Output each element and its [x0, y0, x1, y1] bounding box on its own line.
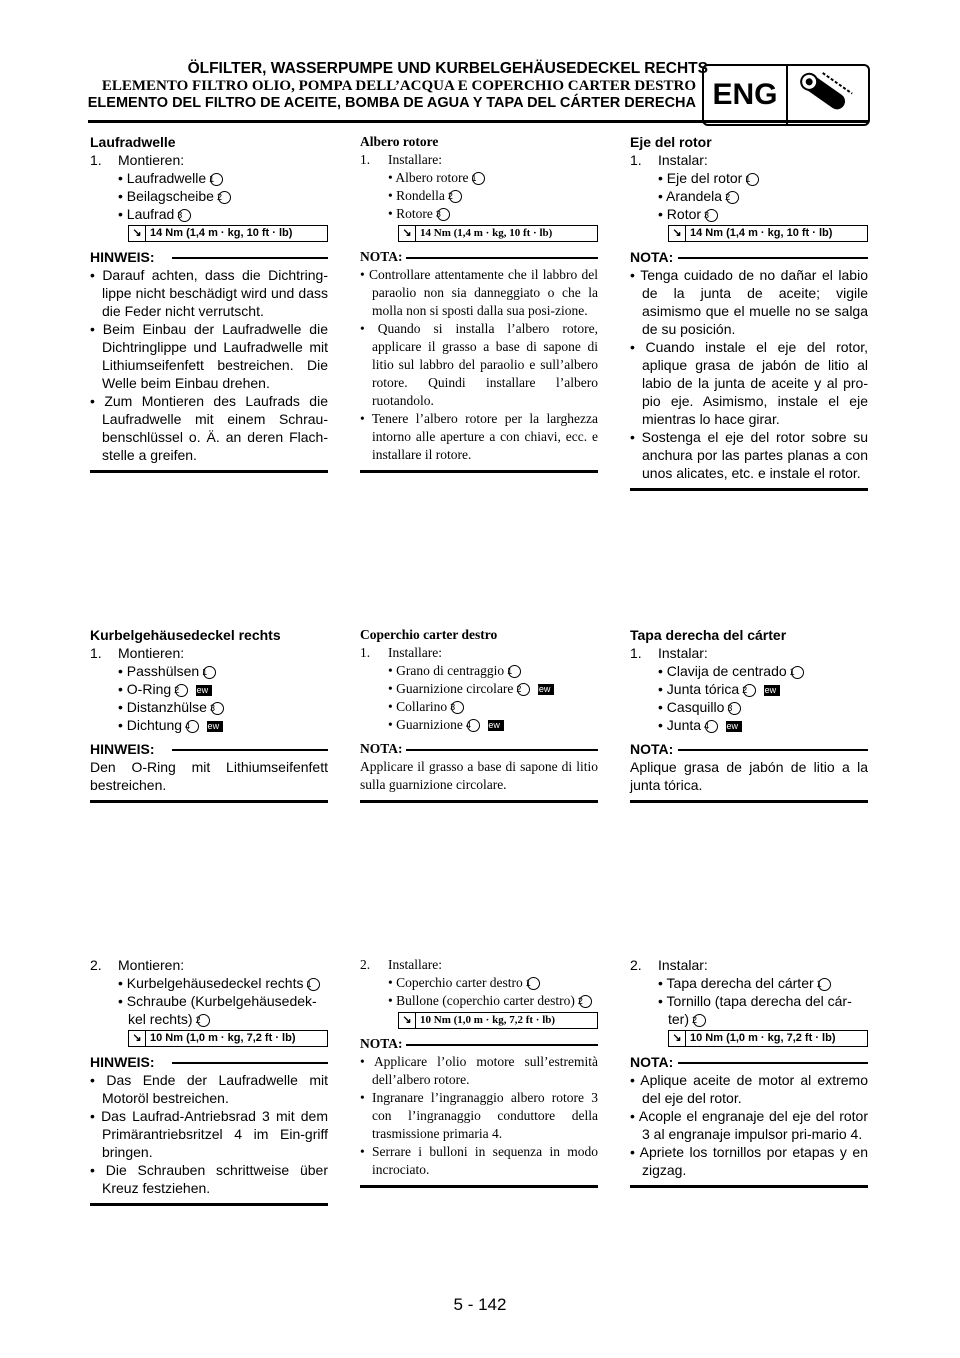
lang-badge: ENG: [704, 66, 788, 124]
list-item: • Junta tórica 2 New: [630, 680, 868, 698]
section-de-3: [90, 956, 328, 1206]
list-item: • Distanzhülse 3: [90, 698, 328, 716]
note-item: • Zum Montieren des Laufrads die Laufradwelle mit einem Schrau-benschlüssel o. Ä. an deren Flach-stelle a greifen.: [90, 392, 328, 464]
note-item: • Controllare attentamente che il labbro del paraolio non sia danneggiato o che la molla non si sposti dalla sua posi-zione.: [360, 266, 598, 320]
wrench-icon: ↘: [399, 226, 416, 241]
list-item: • Junta 4 New: [630, 716, 868, 734]
section-it-3: [360, 956, 598, 1188]
list-item: • Rondella 2: [360, 187, 598, 205]
callout-number: 1: [527, 977, 540, 990]
section-title: Laufradwelle: [90, 134, 176, 150]
list-item: • Laufrad 3: [90, 205, 328, 223]
note-heading: NOTA:: [630, 740, 868, 758]
callout-number: 3: [437, 208, 450, 221]
note-item: • Serrare i bulloni in sequenza in modo incrociato.: [360, 1143, 598, 1179]
list-item: • Eje del rotor 1: [630, 169, 868, 187]
list-item: • Dichtung 4 New: [90, 716, 328, 734]
wrench-icon: ↘: [129, 226, 146, 241]
note-item: • Ingranare l’ingranaggio albero rotore 3 con l’ingranaggio conduttore della trasmissione primaria 4.: [360, 1089, 598, 1143]
wrench-icon: ↘: [129, 1031, 146, 1046]
new-badge: New: [196, 685, 212, 696]
callout-number: 1: [791, 666, 804, 679]
divider: [360, 470, 598, 473]
callout-number: 3: [705, 209, 718, 222]
callout-number: 1: [746, 173, 759, 186]
note-heading: NOTA:: [360, 248, 598, 266]
new-badge: New: [538, 684, 554, 695]
section-badge: [702, 64, 870, 126]
note-heading: NOTA:: [630, 1053, 868, 1071]
wrench-icon: ↘: [399, 1013, 416, 1028]
divider: [360, 1185, 598, 1188]
callout-number: 2: [175, 684, 188, 697]
callout-number: 2: [517, 683, 530, 696]
callout-number: 2: [218, 191, 231, 204]
note-text: Den O-Ring mit Lithiumseifenfett bestreichen.: [90, 759, 328, 793]
callout-number: 2: [579, 995, 592, 1008]
step: 1. Installare:: [360, 645, 442, 660]
callout-number: 3: [211, 702, 224, 715]
header-title-de: ÖLFILTER, WASSERPUMPE UND KURBELGEHÄUSEDECKEL RECHTS: [187, 60, 708, 77]
list-item: • Albero rotore 1: [360, 169, 598, 187]
callout-number: 4: [705, 720, 718, 733]
step: 2. Instalar:: [630, 957, 708, 973]
list-item: • Tapa derecha del cárter 1: [630, 974, 868, 992]
list-item: • Guarnizione circolare 2 New: [360, 680, 598, 698]
step: 1. Montieren:: [90, 645, 185, 661]
note-heading: NOTA:: [360, 740, 598, 758]
note-item: • Aplique aceite de motor al extremo del eje del rotor.: [630, 1071, 868, 1107]
step: 1. Instalar:: [630, 645, 708, 661]
list-item: • Beilagscheibe 2: [90, 187, 328, 205]
step: 2. Installare:: [360, 957, 442, 972]
section-es-2: [630, 626, 868, 803]
callout-number: 1: [210, 173, 223, 186]
callout-number: 1: [472, 172, 485, 185]
note-item: • Apriete los tornillos por etapas y en zigzag.: [630, 1143, 868, 1179]
section-title: Eje del rotor: [630, 134, 712, 150]
note-item: • Acople el engranaje del eje del rotor 3 al engranaje impulsor pri-mario 4.: [630, 1107, 868, 1143]
section-es-3: [630, 956, 868, 1188]
wrench-icon: ↘: [669, 1031, 686, 1046]
list-item: • Collarino 3: [360, 698, 598, 716]
list-item: • Kurbelgehäusedeckel rechts 1: [90, 974, 328, 992]
section-it-1: [360, 133, 598, 473]
list-item: • Passhülsen 1: [90, 662, 328, 680]
callout-number: 4: [186, 720, 199, 733]
divider: [630, 488, 868, 491]
list-item: • Laufradwelle 1: [90, 169, 328, 187]
torque-spec: ↘ 14 Nm (1,4 m · kg, 10 ft · lb): [128, 225, 328, 242]
section-it-2: [360, 626, 598, 803]
note-text: Applicare il grasso a base di sapone di litio sulla guarnizione circolare.: [360, 759, 598, 792]
note-item: • Sostenga el eje del rotor sobre su anchura por las partes planas a con unos alicates, etc. e instale el rotor.: [630, 428, 868, 482]
list-item: • O-Ring 2 New: [90, 680, 328, 698]
divider: [90, 1203, 328, 1206]
section-title: Kurbelgehäusedeckel rechts: [90, 627, 281, 643]
list-item: • Casquillo 3: [630, 698, 868, 716]
note-item: • Cuando instale el eje del rotor, aplique grasa de jabón de litio al labio de la junta de aceite y al pro-pio eje. Asimismo, instale el eje mientras lo hace girar.: [630, 338, 868, 428]
note-heading: NOTA:: [360, 1035, 598, 1053]
divider: [360, 800, 598, 803]
callout-number: 2: [726, 191, 739, 204]
note-item: • Tenere l’albero rotore per la larghezza intorno alle aperture a con chiavi, ecc. e installare il rotore.: [360, 410, 598, 464]
callout-number: 1: [307, 978, 320, 991]
divider: [630, 800, 868, 803]
list-item: • Grano di centraggio 1: [360, 662, 598, 680]
callout-number: 2: [693, 1014, 706, 1027]
note-heading: NOTA:: [630, 248, 868, 266]
new-badge: New: [764, 685, 780, 696]
section-es-1: [630, 133, 868, 491]
section-de-2: [90, 626, 328, 803]
list-item: • Schraube (Kurbelgehäusedek-kel rechts) 2: [90, 992, 328, 1028]
callout-number: 1: [508, 665, 521, 678]
torque-spec: ↘ 10 Nm (1,0 m · kg, 7,2 ft · lb): [128, 1030, 328, 1047]
wrench-icon: ↘: [669, 226, 686, 241]
list-item: • Tornillo (tapa derecha del cár-ter) 2: [630, 992, 868, 1028]
callout-number: 2: [743, 684, 756, 697]
note-item: • Die Schrauben schrittweise über Kreuz festziehen.: [90, 1161, 328, 1197]
list-item: • Clavija de centrado 1: [630, 662, 868, 680]
note-item: • Applicare l’olio motore sull’estremità dell’albero rotore.: [360, 1053, 598, 1089]
divider: [90, 470, 328, 473]
list-item: • Guarnizione 4 New: [360, 716, 598, 734]
note-item: • Das Laufrad-Antriebsrad 3 mit dem Primärantriebsritzel 4 im Ein-griff bringen.: [90, 1107, 328, 1161]
step: 1. Montieren:: [90, 152, 185, 168]
note-heading: HINWEIS:: [90, 740, 328, 758]
torque-spec: ↘ 10 Nm (1,0 m · kg, 7,2 ft · lb): [398, 1012, 598, 1029]
list-item: • Bullone (coperchio carter destro) 2: [360, 992, 598, 1010]
callout-number: 1: [818, 978, 831, 991]
note-text: Aplique grasa de jabón de litio a la junta tórica.: [630, 759, 868, 793]
note-item: • Darauf achten, dass die Dichtring-lippe nicht beschädigt wird und dass die Feder nicht verrutscht.: [90, 266, 328, 320]
note-item: • Tenga cuidado de no dañar el labio de la junta de aceite; vigile asimismo que el muelle no se salga de su posición.: [630, 266, 868, 338]
section-de-1: [90, 133, 328, 473]
note-heading: HINWEIS:: [90, 1053, 328, 1071]
callout-number: 4: [467, 719, 480, 732]
callout-number: 1: [203, 666, 216, 679]
callout-number: 3: [178, 209, 191, 222]
header-title-es: ELEMENTO DEL FILTRO DE ACEITE, BOMBA DE AGUA Y TAPA DEL CÁRTER DERECHA: [87, 95, 696, 111]
callout-number: 3: [451, 701, 464, 714]
note-item: • Das Ende der Laufradwelle mit Motoröl bestreichen.: [90, 1071, 328, 1107]
step: 1. Instalar:: [630, 152, 708, 168]
header-title-it: ELEMENTO FILTRO OLIO, POMPA DELL’ACQUA E COPERCHIO CARTER DESTRO: [101, 78, 696, 94]
step: 2. Montieren:: [90, 957, 185, 973]
page-number: 5 - 142: [453, 1295, 507, 1314]
torque-spec: ↘ 14 Nm (1,4 m · kg, 10 ft · lb): [668, 225, 868, 242]
torque-spec: ↘ 14 Nm (1,4 m · kg, 10 ft · lb): [398, 225, 598, 242]
list-item: • Rotore 3: [360, 205, 598, 223]
section-title: Coperchio carter destro: [360, 627, 498, 642]
section-title: Tapa derecha del cárter: [630, 627, 787, 643]
list-item: • Arandela 2: [630, 187, 868, 205]
new-badge: New: [726, 721, 742, 732]
divider: [90, 800, 328, 803]
callout-number: 3: [728, 702, 741, 715]
torque-spec: ↘ 10 Nm (1,0 m · kg, 7,2 ft · lb): [668, 1030, 868, 1047]
note-item: • Quando si installa l’albero rotore, applicare il grasso a base di sapone di litio sul labbro del paraolio e sull’albero rotore. Quindi installare l’albero ruotandolo.: [360, 320, 598, 410]
note-item: • Beim Einbau der Laufradwelle die Dichtringlippe und Laufradwelle mit Lithiumseifenfett bestreichen. Die Welle beim Einbau drehen.: [90, 320, 328, 392]
note-heading: HINWEIS:: [90, 248, 328, 266]
section-title: Albero rotore: [360, 134, 439, 149]
list-item: • Rotor 3: [630, 205, 868, 223]
callout-number: 2: [197, 1014, 210, 1027]
divider: [630, 1185, 868, 1188]
new-badge: New: [488, 720, 504, 731]
engine-parts-icon: [788, 66, 868, 124]
step: 1. Installare:: [360, 152, 442, 167]
list-item: • Coperchio carter destro 1: [360, 974, 598, 992]
new-badge: New: [207, 721, 223, 732]
callout-number: 2: [449, 190, 462, 203]
